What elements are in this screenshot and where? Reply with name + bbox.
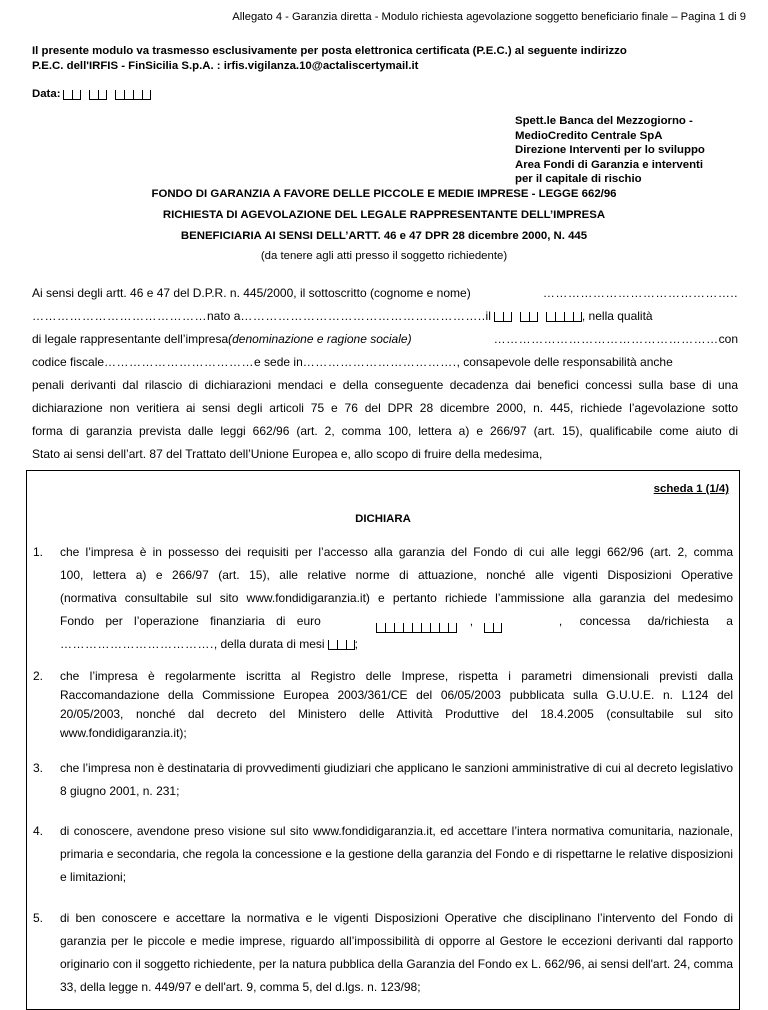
lender-field[interactable]: ……………………………….: [60, 637, 214, 651]
item-number: 5.: [33, 911, 44, 925]
intro-text: Ai sensi degli artt. 46 e 47 del D.P.R. n. 445/2000, il sottoscritto (cognome e nome): [32, 286, 471, 300]
item-text: (normativa consultabile sul sito www.fondidigaranzia.it) e pertanto richiede l’ammissione alla garanzia del medesimo: [60, 591, 733, 605]
declaration-item: [33, 820, 733, 889]
recipient-line: Direzione Interventi per lo sviluppo: [515, 144, 705, 156]
company-name-hint: (denominazione e ragione sociale): [228, 332, 412, 346]
company-name-field[interactable]: ………………………………………………: [493, 332, 719, 346]
declaration-item: [33, 667, 733, 743]
intro-text: di legale rappresentante dell’impresa: [32, 332, 229, 346]
declaration-box: [26, 470, 740, 1010]
item-number: 4.: [33, 824, 44, 838]
dichiara-heading: DICHIARA: [355, 513, 411, 525]
item-text: che l’impresa è in possesso dei requisiti per l’accesso alla garanzia del Fondo di cui alle leggi 662/96 (art. 2, comma: [60, 545, 733, 559]
request-title: RICHIESTA DI AGEVOLAZIONE DEL LEGALE RAPPRESENTANTE DELL’IMPRESA: [162, 209, 606, 221]
recipient-line: Area Fondi di Garanzia e interventi: [515, 158, 703, 171]
intro-paragraph: [32, 282, 738, 466]
name-field-cont[interactable]: ……………………………………: [32, 309, 207, 323]
tax-code-field[interactable]: ………………………………: [104, 355, 255, 369]
headquarters-field[interactable]: ……………………………….: [302, 355, 457, 369]
intro-text: penali derivanti dal rilascio di dichiarazioni mendaci e della conseguente decadenza dai benefici concessi sulla base di una: [32, 378, 738, 392]
item-text: , della durata di mesi: [213, 637, 325, 651]
subtitle-note: (da tenere agli atti presso il soggetto richiedente): [260, 250, 508, 262]
pec-notice: [32, 44, 627, 74]
intro-text: e sede in: [254, 355, 303, 369]
date-month-boxes[interactable]: [89, 89, 107, 100]
pec-notice-line1: Il presente modulo va trasmesso esclusivamente per posta elettronica certificata (P.E.C.) al seguente indirizzo: [32, 45, 627, 57]
decimal-separator: ,: [469, 614, 474, 628]
name-field[interactable]: ………………………………………..: [542, 286, 738, 300]
intro-text: codice fiscale: [32, 355, 105, 369]
item-text: , concessa da/richiesta a: [558, 614, 733, 628]
item-text: che l’impresa è regolarmente iscritta al Registro delle Imprese, rispetta i parametri dimensionali previsti dalla Raccomandazione della Commissione Europea 2003/361/CE del 06/05/2003 pubblicata sulla G.U.U.E. n. L124 del 20/05/2003, nonché dal decreto del Ministero delle Attività Produttive del 18.4.2005 (consultabile sul sito www.fondidigaranzia.it);: [60, 669, 733, 740]
intro-text: con: [718, 332, 738, 346]
recipient-line: per il capitale di rischio: [515, 173, 642, 185]
item-text: Fondo per l’operazione finanziaria di euro: [60, 614, 321, 628]
item-text: di conoscere, avendone preso visione sul sito www.fondidigaranzia.it, ed accettare l’intera normativa comunitaria, nazionale, primaria e secondaria, che regola la concessione e la gestione della garanzia del Fondo e di rispettarne le relative disposizioni e limitazioni;: [60, 824, 733, 884]
intro-text: forma di garanzia prevista dalle leggi 662/96 (art. 2, comma 100, lettera a) e 266/97 (art. 15), qualificabile come aiuto di: [32, 424, 738, 438]
item-text: ;: [354, 637, 358, 651]
recipient-line: MedioCredito Centrale SpA: [515, 129, 663, 142]
intro-text: , nella qualità: [581, 309, 653, 323]
recipient-address: [515, 114, 705, 187]
intro-text: Stato ai sensi dell’art. 87 del Trattato dell’Unione Europea e, allo scopo di fruire della medesima,: [32, 447, 543, 461]
intro-text: dichiarazione non veritiera ai sensi degli articoli 75 e 76 del DPR 28 dicembre 2000, n. 445, richiede l’agevolazione sotto: [32, 401, 738, 415]
birthdate-month-boxes[interactable]: [520, 311, 538, 322]
item-number: 3.: [33, 761, 44, 775]
item-text: 100, lettera a) e 266/97 (art. 15), alle relative norme di attuazione, nonché alle vigenti Disposizioni Operative: [60, 568, 733, 582]
birthdate-year-boxes[interactable]: [546, 311, 582, 322]
date-row: [32, 88, 156, 100]
item-number: 2.: [33, 669, 44, 683]
duration-months-boxes[interactable]: [328, 639, 355, 650]
date-year-boxes[interactable]: [115, 89, 151, 100]
item-text: di ben conoscere e accettare la normativa e le vigenti Disposizioni Operative che disciplinano l’intervento del Fondo di garanzia per le piccole e medie imprese, riguardo all’impossibilità di opporre al Gestore le eccezioni derivanti dal rapporto originario con il soggetto richiedente, per la natura pubblica della Garanzia del Fondo ex L. 662/96, ai sensi dell'art. 24, comma 33, della legge n. 449/97 e dell'art. 9, comma 5, del d.lgs. n. 123/98;: [60, 911, 733, 994]
birthdate-day-boxes[interactable]: [494, 311, 512, 322]
fund-title: FONDO DI GARANZIA A FAVORE DELLE PICCOLE E MEDIE IMPRESE - LEGGE 662/96: [151, 188, 617, 200]
item-number: 1.: [33, 545, 44, 559]
intro-text: nato a: [207, 309, 241, 323]
recipient-line: Spett.le Banca del Mezzogiorno -: [515, 115, 693, 127]
beneficiary-title: BENEFICIARIA AI SENSI DELL’ARTT. 46 e 47 DPR 28 dicembre 2000, N. 445: [180, 230, 588, 242]
date-label: Data:: [32, 88, 61, 100]
scheda-label: scheda 1 (1/4): [653, 483, 729, 495]
declaration-item: [33, 907, 733, 999]
intro-text: il: [485, 309, 491, 323]
birthplace-field[interactable]: …………………………………………………..: [240, 309, 486, 323]
amount-integer-boxes[interactable]: [376, 622, 457, 633]
pec-notice-line2: P.E.C. dell'IRFIS - FinSicilia S.p.A. : irfis.vigilanza.10@actaliscertymail.it: [32, 60, 419, 72]
declaration-item: [33, 541, 733, 656]
item-text: che l’impresa non è destinataria di provvedimenti giudiziari che applicano le sanzioni amministrative di cui al decreto legislativo 8 giugno 2001, n. 231;: [60, 761, 733, 798]
intro-text: , consapevole delle responsabilità anche: [456, 355, 673, 369]
page-header: Allegato 4 - Garanzia diretta - Modulo richiesta agevolazione soggetto beneficiario finale – Pagina 1 di 9: [232, 11, 746, 23]
declaration-item: [33, 757, 733, 803]
amount-decimal-boxes[interactable]: [484, 622, 502, 633]
date-day-boxes[interactable]: [63, 89, 81, 100]
